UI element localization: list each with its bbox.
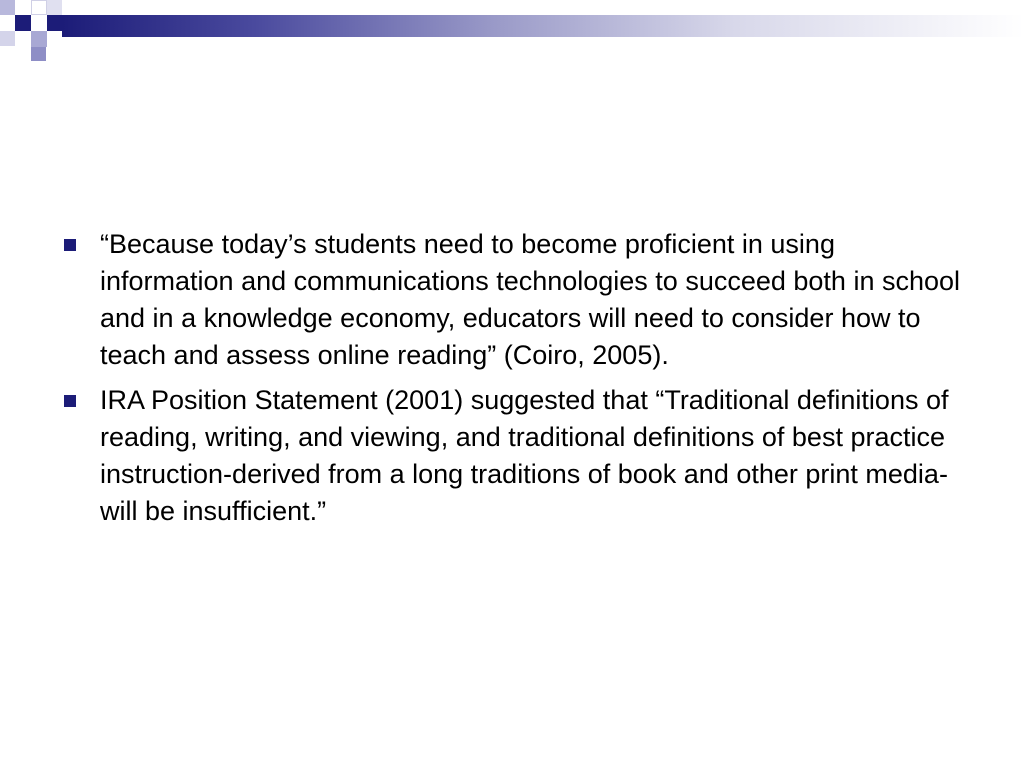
decor-square xyxy=(15,15,31,31)
decor-square xyxy=(47,0,62,15)
header-decoration xyxy=(0,0,1024,70)
decor-square xyxy=(31,31,47,47)
square-bullet-icon xyxy=(64,395,76,407)
decor-square xyxy=(31,47,46,61)
gradient-band xyxy=(62,15,1024,37)
bullet-list xyxy=(62,226,972,538)
decor-square xyxy=(15,0,31,15)
decor-square xyxy=(47,15,62,31)
bullet-item-coiro-quote xyxy=(62,226,972,374)
bullet-text: “Because today’s students need to become proficient in using information and communications technologies to succeed both in school and in a knowledge economy, educators will need to consider how to teach and assess online reading” (Coiro, 2005). xyxy=(100,229,961,370)
bullet-item-ira-statement xyxy=(62,382,972,530)
decor-square xyxy=(0,31,15,46)
square-bullet-icon xyxy=(64,239,76,251)
decor-square xyxy=(31,0,47,15)
decor-square xyxy=(0,0,15,15)
bullet-text: IRA Position Statement (2001) suggested that “Traditional definitions of reading, writing, and viewing, and traditional definitions of best practice instruction-derived from a long traditions of book and other print media-will be insufficient.” xyxy=(100,385,949,526)
